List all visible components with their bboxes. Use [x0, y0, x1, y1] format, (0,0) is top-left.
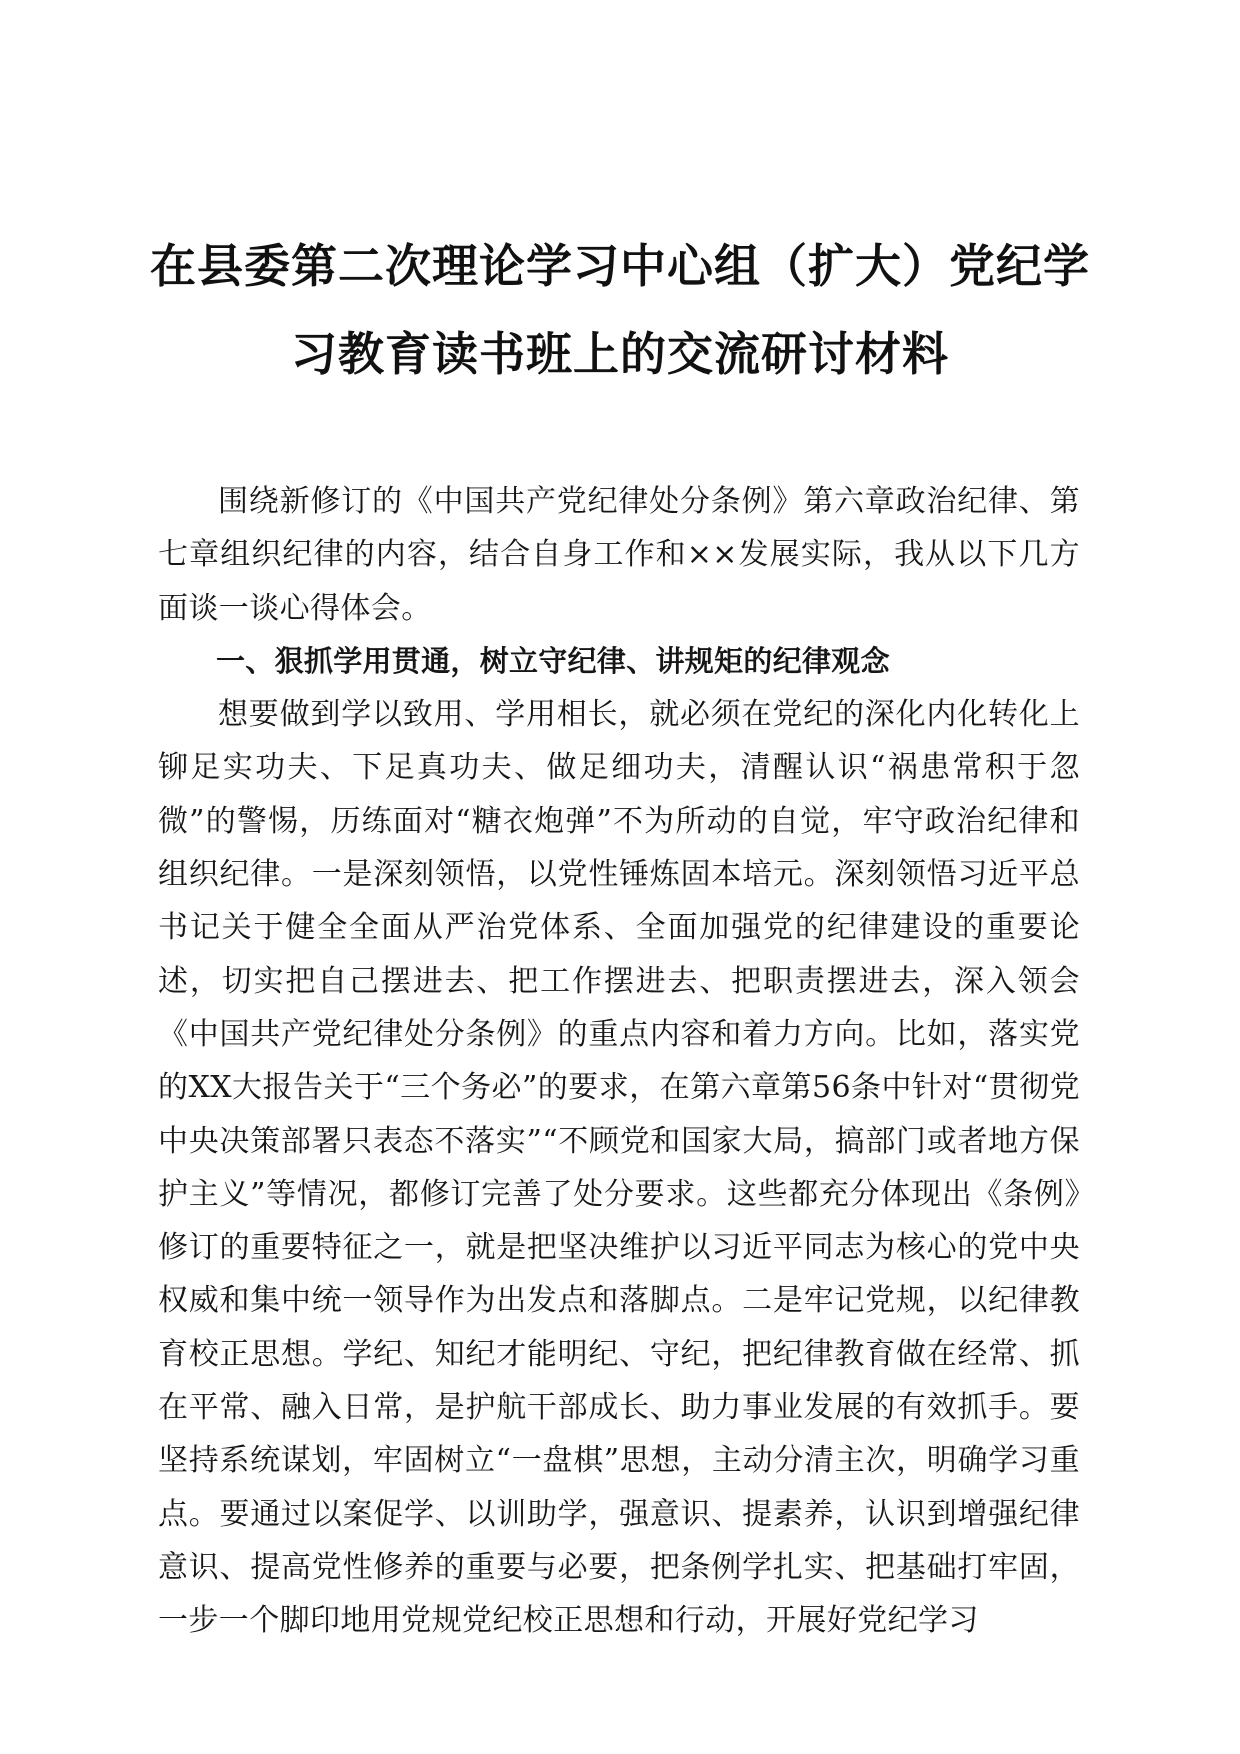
document-body [158, 475, 1080, 1648]
document-title [150, 222, 1090, 398]
title-line-1: 在县委第二次理论学习中心组（扩大）党纪学 [150, 239, 1090, 293]
title-line-2: 习教育读书班上的交流研讨材料 [291, 327, 949, 381]
section-1-heading: 一、狠抓学用贯通，树立守纪律、讲规矩的纪律观念 [216, 643, 890, 678]
intro-paragraph: 围绕新修订的《中国共产党纪律处分条例》第六章政治纪律、第七章组织纪律的内容，结合自身工作和××发展实际，我从以下几方面谈一谈心得体会。 [158, 484, 1080, 626]
section-1-paragraph: 想要做到学以致用、学用相长，就必须在党纪的深化内化转化上铆足实功夫、下足真功夫、做足细功夫，清醒认识“祸患常积于忽微”的警惕，历练面对“糖衣炮弹”不为所动的自觉，牢守政治纪律和组织纪律。一是深刻领悟，以党性锤炼固本培元。深刻领悟习近平总书记关于健全全面从严治党体系、全面加强党的纪律建设的重要论述，切实把自己摆进去、把工作摆进去、把职责摆进去，深入领会《中国共产党纪律处分条例》的重点内容和着力方向。比如，落实党的XX大报告关于“三个务必”的要求，在第六章第56条中针对“贯彻党中央决策部署只表态不落实”“不顾党和国家大局，搞部门或者地方保护主义”等情况，都修订完善了处分要求。这些都充分体现出《条例》修订的重要特征之一，就是把坚决维护以习近平同志为核心的党中央权威和集中统一领导作为出发点和落脚点。二是牢记党规，以纪律教育校正思想。学纪、知纪才能明纪、守纪，把纪律教育做在经常、抓在平常、融入日常，是护航干部成长、助力事业发展的有效抓手。要坚持系统谋划，牢固树立“一盘棋”思想，主动分清主次，明确学习重点。要通过以案促学、以训助学，强意识、提素养，认识到增强纪律意识、提高党性修养的重要与必要，把条例学扎实、把基础打牢固，一步一个脚印地用党规党纪校正思想和行动，开展好党纪学习 [158, 697, 1080, 1639]
